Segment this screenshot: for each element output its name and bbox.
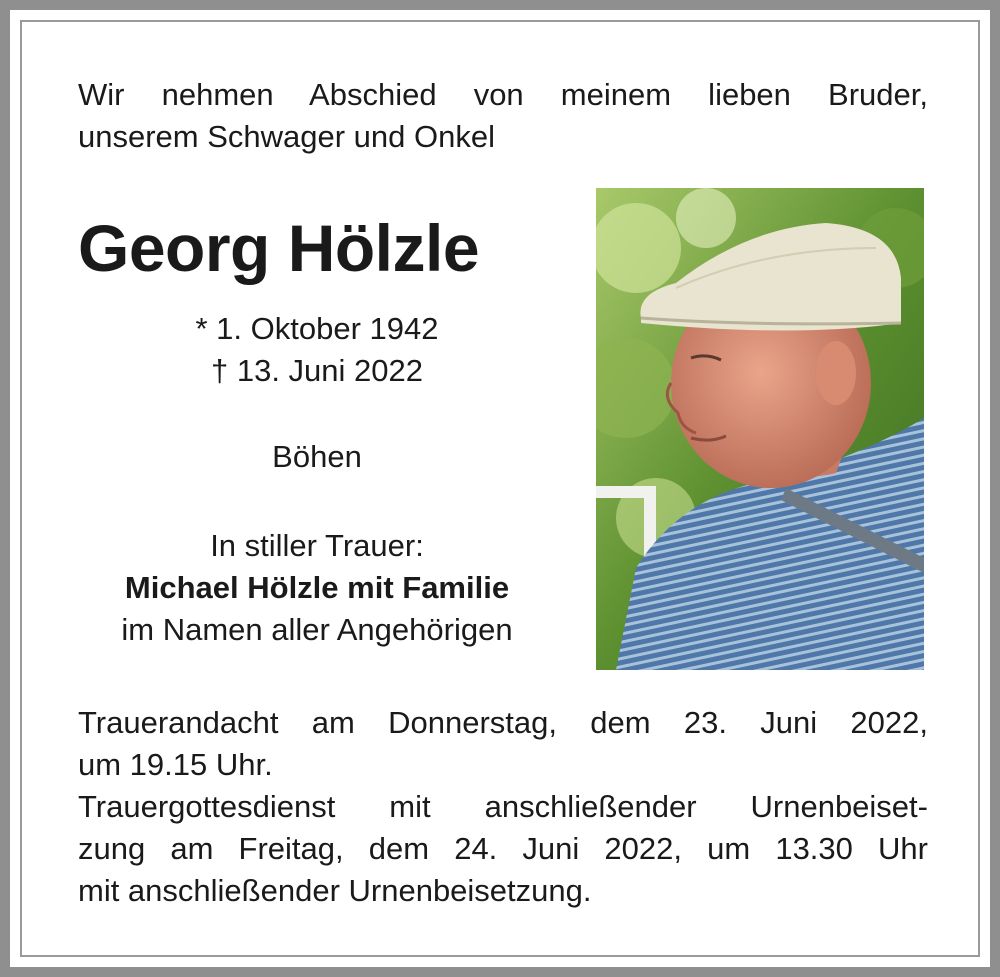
- mourning-relatives: im Namen aller Angehörigen: [121, 612, 513, 647]
- intro-line-2: unserem Schwager und Onkel: [78, 119, 496, 154]
- death-date: † 13. Juni 2022: [210, 353, 423, 388]
- portrait-photo: [596, 188, 924, 670]
- details-line-1: Trauerandacht am Donnerstag, dem 23. Juni 2022,: [78, 705, 928, 740]
- deceased-name: Georg Hölzle: [78, 211, 480, 285]
- mourners-block: [72, 525, 562, 651]
- details-line-2: um 19.15 Uhr.: [78, 747, 273, 782]
- service-details: [78, 702, 928, 912]
- intro-line-1: Wir nehmen Abschied von meinem lieben Bruder,: [78, 77, 928, 112]
- details-line-3: Trauergottesdienst mit anschließender Urnenbeiset-: [78, 789, 928, 824]
- obituary-card: [10, 10, 990, 967]
- portrait-illustration: [596, 188, 924, 670]
- life-dates: [72, 308, 562, 392]
- mourning-heading: In stiller Trauer:: [210, 528, 424, 563]
- hometown: Böhen: [272, 439, 362, 474]
- birth-date: * 1. Oktober 1942: [195, 311, 439, 346]
- intro-text: [78, 74, 928, 158]
- details-line-4: zung am Freitag, dem 24. Juni 2022, um 13.30 Uhr: [78, 831, 928, 866]
- details-line-5: mit anschließender Urnenbeisetzung.: [78, 873, 592, 908]
- mourner-name: Michael Hölzle mit Familie: [124, 570, 510, 605]
